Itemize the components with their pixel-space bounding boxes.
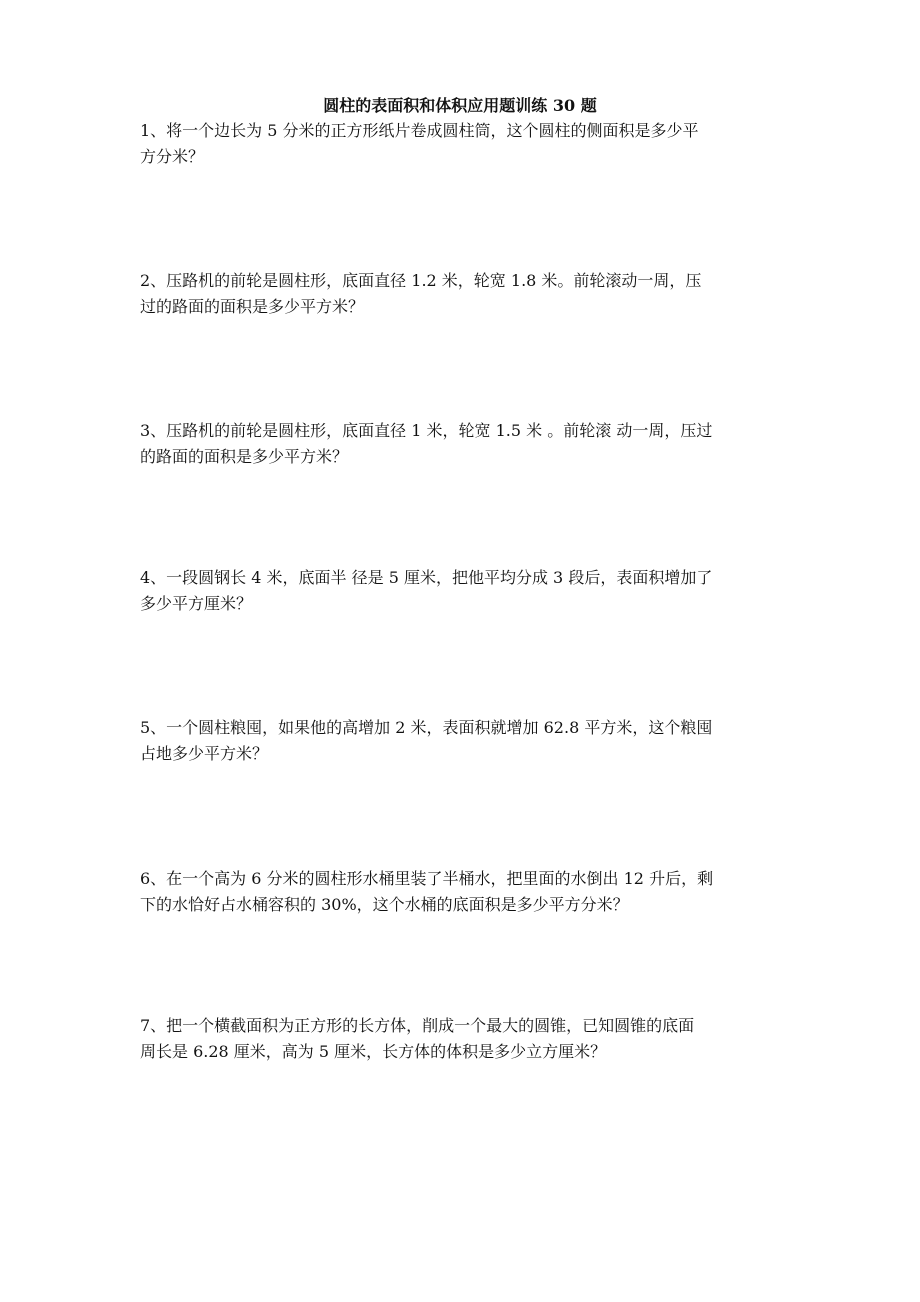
question-2-line-2: 过的路面的面积是多少平方米？	[140, 297, 365, 316]
question-5-line-1: 5、一个圆柱粮囤，如果他的高增加 2 米，表面积就增加 62.8 平方米，这个粮囤	[140, 718, 713, 737]
question-3-line-2: 的路面的面积是多少平方米？	[140, 447, 349, 466]
question-7-line-1: 7、把一个横截面积为正方形的长方体，削成一个最大的圆锥，已知圆锥的底面	[140, 1016, 695, 1035]
question-1	[140, 118, 790, 170]
question-6	[140, 866, 790, 918]
question-1-line-1: 1、将一个边长为 5 分米的正方形纸片卷成圆柱筒，这个圆柱的侧面积是多少平	[140, 121, 699, 140]
question-4-line-1: 4、一段圆钢长 4 米，底面半 径是 5 厘米，把他平均分成 3 段后，表面积增加了	[140, 568, 713, 587]
question-4-line-2: 多少平方厘米？	[140, 594, 253, 613]
question-6-line-1: 6、在一个高为 6 分米的圆柱形水桶里装了半桶水，把里面的水倒出 12 升后，剩	[140, 869, 714, 888]
question-5	[140, 715, 790, 767]
question-1-line-2: 方分米？	[140, 147, 205, 166]
question-3-line-1: 3、压路机的前轮是圆柱形，底面直径 1 米，轮宽 1.5 米 。前轮滚 动一周，压过	[140, 421, 713, 440]
question-7	[140, 1013, 790, 1065]
question-2	[140, 268, 790, 320]
question-7-line-2: 周长是 6.28 厘米，高为 5 厘米，长方体的体积是多少立方厘米？	[140, 1042, 607, 1061]
document-title: 圆柱的表面积和体积应用题训练 30 题	[323, 96, 597, 115]
question-4	[140, 565, 790, 617]
question-3	[140, 418, 790, 470]
question-6-line-2: 下的水恰好占水桶容积的 30%，这个水桶的底面积是多少平方分米？	[140, 895, 629, 914]
question-5-line-2: 占地多少平方米？	[140, 744, 269, 763]
question-2-line-1: 2、压路机的前轮是圆柱形，底面直径 1.2 米，轮宽 1.8 米。前轮滚动一周，压	[140, 271, 702, 290]
